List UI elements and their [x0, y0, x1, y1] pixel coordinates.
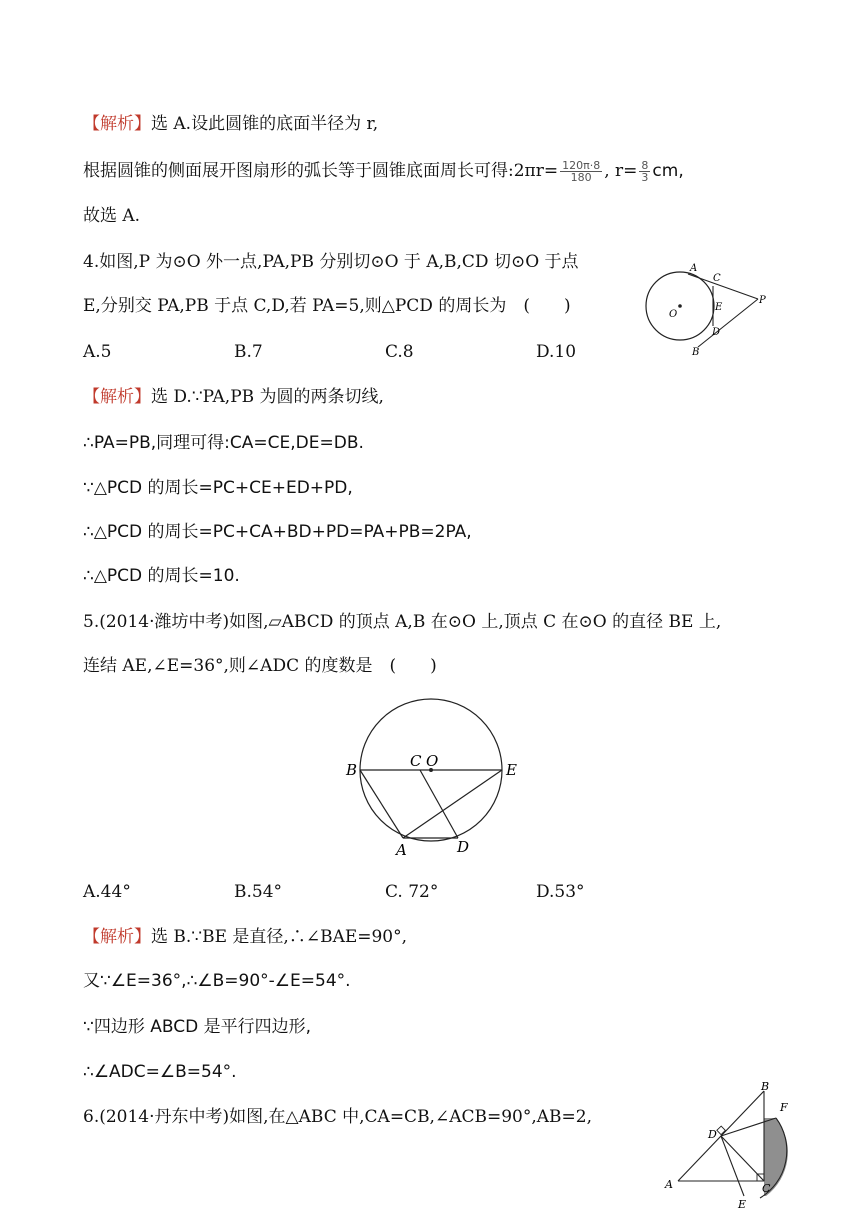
segment-ab: [360, 770, 403, 838]
label-p: P: [759, 295, 766, 306]
tangent-pb: [698, 299, 758, 347]
q4-option-c[interactable]: C.8: [385, 342, 414, 362]
q5-option-b[interactable]: B.54°: [234, 882, 283, 902]
label-o: O: [426, 752, 439, 770]
q4-option-d[interactable]: D.10: [536, 342, 577, 362]
q6-figure: [660, 1078, 800, 1216]
analysis-tag: 【解析】: [83, 387, 151, 407]
solution-text: 选 B.∵BE 是直径,∴∠BAE=90°,: [151, 927, 408, 947]
unit-text: cm,: [652, 161, 684, 181]
label-d: D: [712, 327, 721, 338]
label-b: B: [346, 761, 358, 779]
label-c: C: [713, 273, 721, 284]
label-a: A: [396, 841, 407, 858]
q5-option-c[interactable]: C. 72°: [385, 882, 439, 902]
q4-figure: [640, 255, 775, 355]
label-e: E: [715, 302, 723, 313]
solution-3-line-2: [83, 160, 684, 183]
label-c: C: [762, 1182, 771, 1195]
label-c: C: [410, 752, 422, 770]
solution-4-line-5: ∴△PCD 的周长=10.: [83, 566, 240, 586]
label-e: E: [506, 761, 517, 779]
solution-4-line-4: ∴△PCD 的周长=PC+CA+BD+PD=PA+PB=2PA,: [83, 522, 472, 542]
solution-5-line-3: ∵四边形 ABCD 是平行四边形,: [83, 1017, 311, 1037]
q4-option-a[interactable]: A.5: [83, 342, 112, 362]
solution-4-line-2: ∴PA=PB,同理可得:CA=CE,DE=DB.: [83, 433, 364, 453]
q5-option-a[interactable]: A.44°: [83, 882, 131, 902]
label-a: A: [665, 1178, 673, 1191]
label-e: E: [738, 1198, 747, 1211]
solution-4-line-1: [83, 386, 384, 408]
fraction-arc-length: $\frac{120\pi\cdot 8}{180}$: [562, 159, 601, 184]
label-a: A: [690, 263, 698, 274]
solution-3-line-1: [83, 113, 378, 135]
solution-text: , r=: [604, 161, 638, 181]
q4-option-b[interactable]: B.7: [234, 342, 263, 362]
solution-text: 根据圆锥的侧面展开图扇形的弧长等于圆锥底面周长可得:2πr=: [83, 161, 559, 181]
solution-5-line-2: 又∵∠E=36°,∴∠B=90°-∠E=54°.: [83, 971, 351, 991]
solution-5-line-1: [83, 926, 407, 948]
question-5-stem-2: 连结 AE,∠E=36°,则∠ADC 的度数是 ( ): [83, 656, 437, 676]
analysis-tag: 【解析】: [83, 114, 151, 134]
center-o: [678, 304, 682, 308]
label-b: B: [692, 347, 700, 355]
solution-5-line-4: ∴∠ADC=∠B=54°.: [83, 1062, 237, 1082]
solution-text: 选 A.设此圆锥的底面半径为 r,: [151, 114, 379, 134]
label-d: D: [708, 1128, 717, 1141]
solution-3-line-3: 故选 A.: [83, 206, 141, 226]
fraction-radius: $\frac{8}{3}$: [641, 159, 649, 184]
label-b: B: [761, 1080, 770, 1093]
tangent-pa: [688, 274, 758, 299]
solution-text: 选 D.∵PA,PB 为圆的两条切线,: [151, 387, 384, 407]
analysis-tag: 【解析】: [83, 927, 151, 947]
segment-de: [721, 1136, 744, 1196]
question-4-stem-2: E,分别交 PA,PB 于点 C,D,若 PA=5,则△PCD 的周长为 ( ): [83, 296, 571, 316]
label-d: D: [457, 838, 470, 856]
question-5-stem-1: 5.(2014·潍坊中考)如图,▱ABCD 的顶点 A,B 在⊙O 上,顶点 C 在⊙O 的直径 BE 上,: [83, 612, 722, 632]
question-6-stem-1: 6.(2014·丹东中考)如图,在△ABC 中,CA=CB,∠ACB=90°,AB=2,: [83, 1107, 592, 1127]
question-4-stem-1: 4.如图,P 为⊙O 外一点,PA,PB 分别切⊙O 于 A,B,CD 切⊙O 于点: [83, 252, 579, 272]
label-o: O: [669, 309, 678, 320]
solution-4-line-3: ∵△PCD 的周长=PC+CE+ED+PD,: [83, 478, 353, 498]
q5-option-d[interactable]: D.53°: [536, 882, 585, 902]
q5-figure: [340, 698, 530, 858]
label-f: F: [780, 1101, 788, 1114]
